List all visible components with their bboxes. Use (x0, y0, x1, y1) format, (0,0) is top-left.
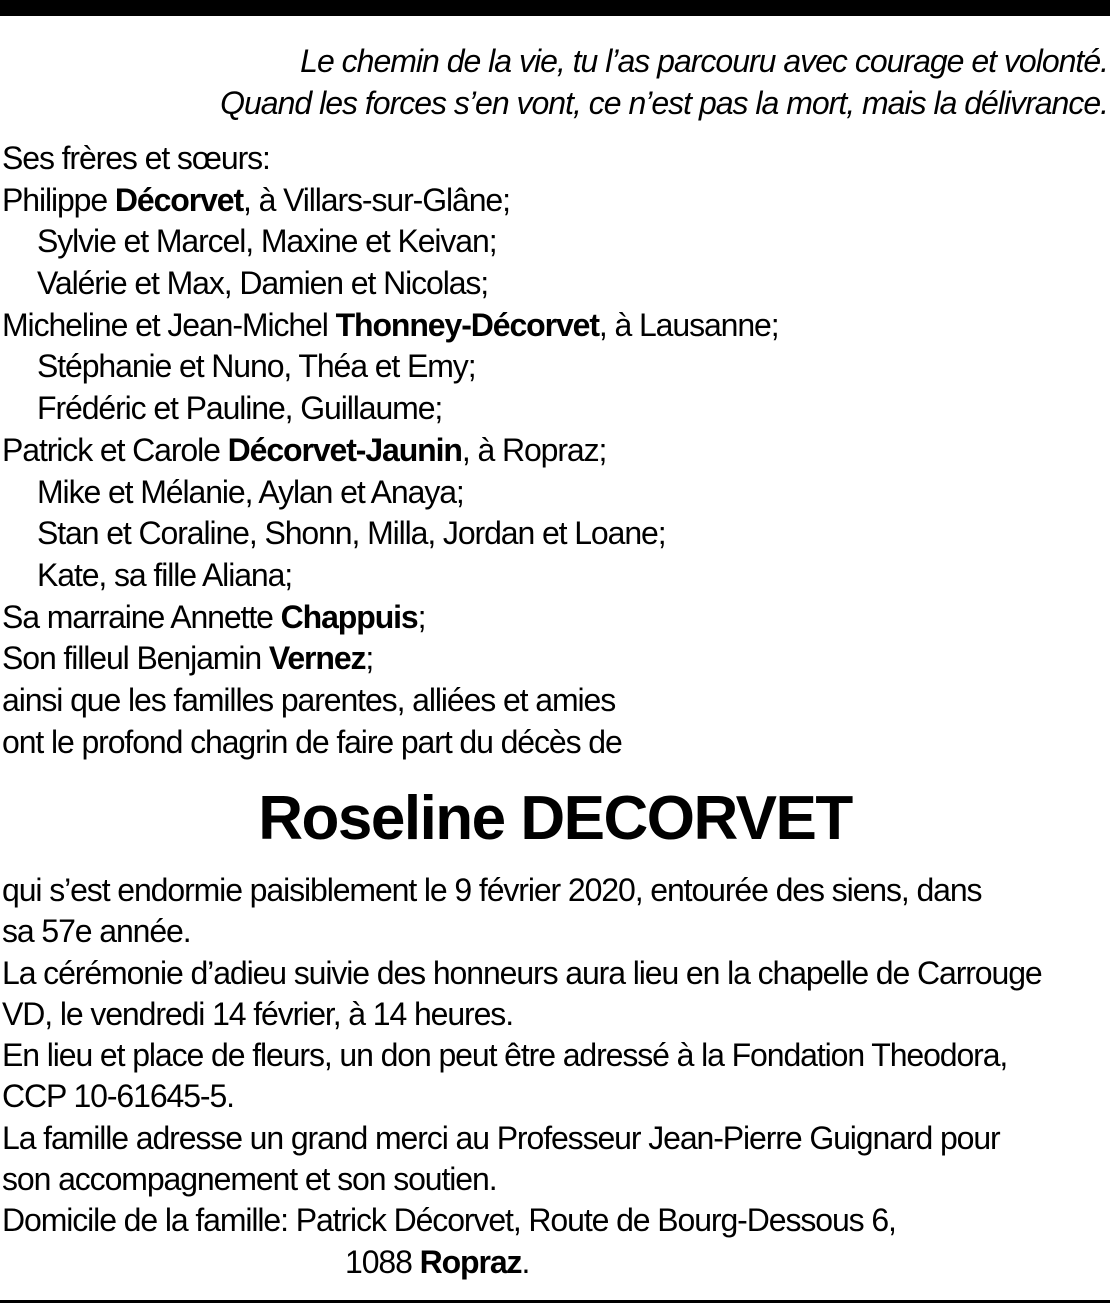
family-child: Frédéric et Pauline, Guillaume; (37, 390, 443, 427)
donation-text-line-1: En lieu et place de fleurs, un don peut être adressé à la Fondation Theodora, (2, 1037, 1008, 1074)
epigraph (220, 40, 1108, 123)
entry-prefix: Son filleul Benjamin (2, 640, 269, 677)
family-entry-philippe (2, 180, 1107, 222)
epigraph-line-1: Le chemin de la vie, tu l’as parcouru avec courage et volonté. (300, 43, 1108, 79)
thanks-text-line-1: La famille adresse un grand merci au Professeur Jean-Pierre Guignard pour (2, 1119, 1000, 1156)
family-closing-line-2: ont le profond chagrin de faire part du décès de (2, 723, 622, 760)
entry-prefix: Sa marraine Annette (2, 598, 281, 635)
family-child: Mike et Mélanie, Aylan et Anaya; (37, 473, 464, 510)
entry-prefix: Philippe (2, 181, 115, 218)
family-entry-patrick (2, 430, 1107, 472)
address-suffix: . (521, 1243, 530, 1280)
entry-surname: Chappuis (280, 598, 418, 635)
death-text-line-1: qui s’est endormie paisiblement le 9 février 2020, entourée des siens, dans (2, 872, 982, 908)
family-closing-line-1: ainsi que les familles parentes, alliées et amies (2, 681, 616, 718)
entry-suffix: , à Villars-sur-Glâne; (243, 181, 510, 218)
deceased-name: Roseline DECORVET (258, 784, 852, 853)
family-child: Kate, sa fille Aliana; (37, 556, 293, 593)
thanks-text-line-2: son accompagnement et son soutien. (2, 1161, 497, 1198)
family-list (2, 138, 1107, 763)
family-entry-marraine (2, 597, 1107, 639)
address-line-2 (2, 1242, 1110, 1283)
entry-prefix: Patrick et Carole (2, 431, 228, 468)
address-town: Ropraz (419, 1243, 522, 1280)
top-border-rule (0, 0, 1110, 16)
epigraph-line-2: Quand les forces s’en vont, ce n’est pas la mort, mais la délivrance. (220, 84, 1108, 121)
address-line-1: Domicile de la famille: Patrick Décorvet, Route de Bourg-Dessous 6, (2, 1202, 896, 1239)
family-child: Valérie et Max, Damien et Nicolas; (37, 265, 489, 302)
entry-suffix: , à Lausanne; (598, 306, 779, 343)
entry-suffix: , à Ropraz; (461, 431, 607, 468)
family-heading: Ses frères et sœurs: (2, 140, 270, 176)
entry-suffix: ; (417, 598, 426, 635)
ceremony-text-line-2: VD, le vendredi 14 février, à 14 heures. (2, 995, 513, 1032)
entry-surname: Thonney-Décorvet (335, 306, 599, 343)
death-text-line-2: sa 57e année. (2, 913, 191, 950)
ceremony-text-line-1: La cérémonie d’adieu suivie des honneurs aura lieu en la chapelle de Carrouge (2, 954, 1042, 991)
notice-body (2, 870, 1110, 1283)
family-child: Stan et Coraline, Shonn, Milla, Jordan et Loane; (37, 515, 666, 552)
entry-surname: Vernez (268, 640, 366, 677)
entry-surname: Décorvet-Jaunin (227, 431, 462, 468)
family-entry-filleul (2, 638, 1107, 680)
donation-text-line-2: CCP 10-61645-5. (2, 1078, 234, 1115)
family-entry-micheline (2, 305, 1107, 347)
family-child: Sylvie et Marcel, Maxine et Keivan; (37, 223, 497, 260)
bottom-border-rule (0, 1300, 1110, 1303)
address-postcode: 1088 (345, 1243, 420, 1280)
entry-suffix: ; (365, 640, 374, 677)
entry-surname: Décorvet (114, 181, 244, 218)
family-child: Stéphanie et Nuno, Théa et Emy; (37, 348, 476, 385)
entry-prefix: Micheline et Jean-Michel (2, 306, 336, 343)
